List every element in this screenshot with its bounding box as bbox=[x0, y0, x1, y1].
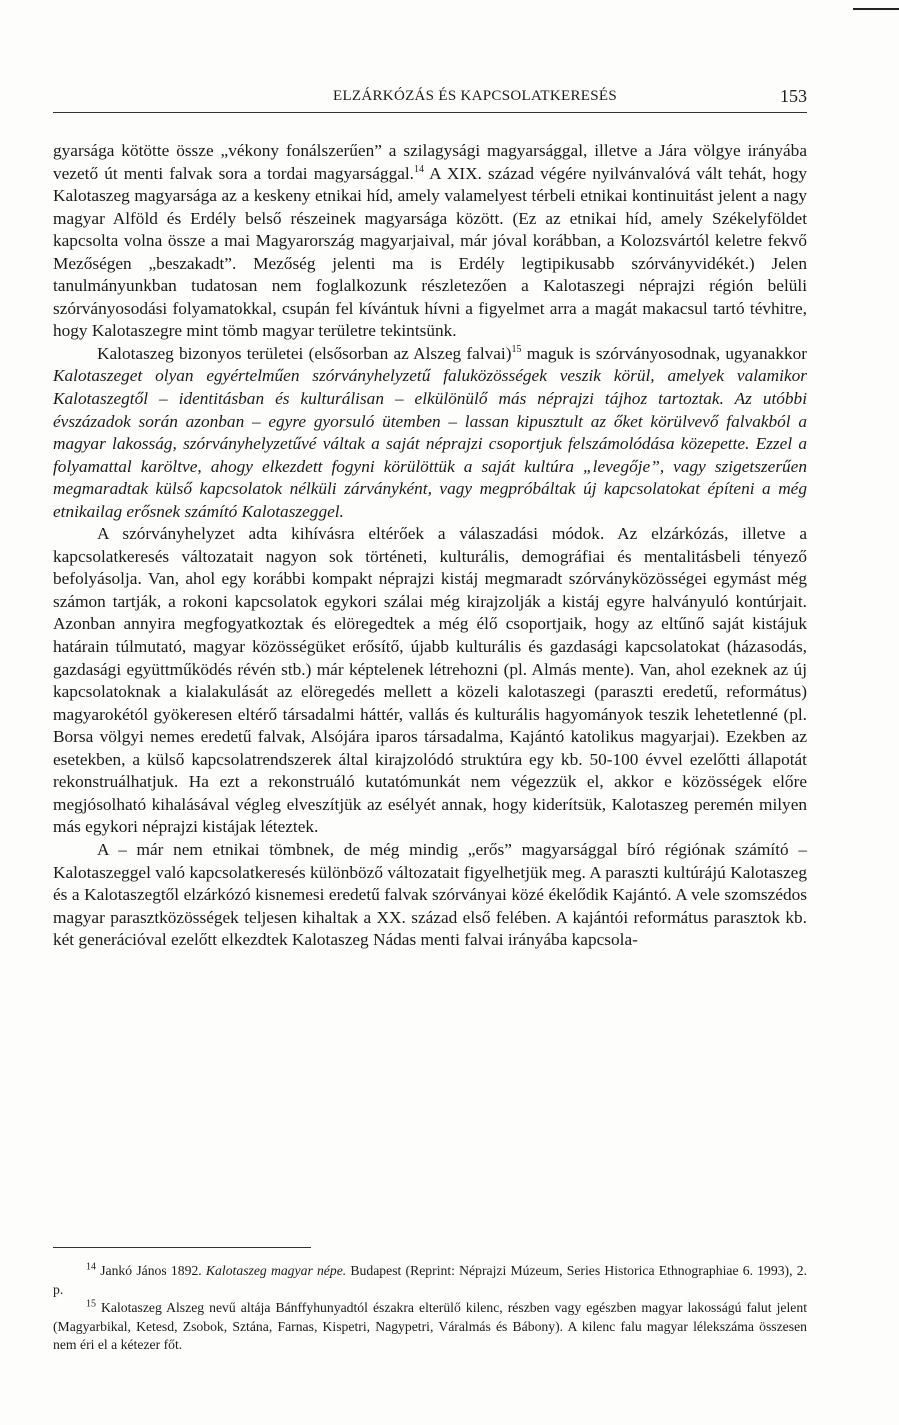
text-run: A – már nem etnikai tömbnek, de még mindig „erős” magyarsággal bíró régiónak számító – Kalotaszeggel való kapcsolatkeresés különböző változatait figyelhetjük meg. A paraszti kultúrájú Kalotaszeg és a Kalotaszegtől elzárkózó kisnemesi eredetű falvak szórványai közé ékelődik Kajántó. A vele szomszédos magyar parasztközösségek teljesen kihaltak a XX. század első felében. A kajántói református parasztok kb. két generációval ezelőtt elkezdtek Kalotaszeg Nádas menti falvai irányába kapcsola- bbox=[53, 839, 807, 950]
running-title: ELZÁRKÓZÁS ÉS KAPCSOLATKERESÉS bbox=[332, 88, 618, 104]
footnote-14 bbox=[53, 1262, 807, 1299]
footnote-ref: 15 bbox=[511, 344, 522, 356]
italic-text: Kalotaszeget olyan egyértelműen szórványhelyzetű faluközösségek veszik körül, amelyek valamikor Kalotaszegtől – identitásban és kulturálisan – elkülönülő más néprajzi tájhoz tartoztak. Az utóbbi évszázadok során azonban – egyre gyorsuló ütemben – lassan kipusztult az őket körülvevő falvakból a magyar lakosság, szórványhelyzetűvé váltak a saját néprajzi csoportjuk felszámolódása közepette. Ezzel a folyamattal karöltve, ahogy elkezdett fogyni körülöttük a saját kultúra „levegője”, vagy szigetszerűen megmaradtak külső kapcsolatok nélküli zárványként, vagy megpróbáltak új kapcsolatokat építeni a még etnikailag erősnek számító Kalotaszeggel. bbox=[53, 366, 807, 521]
footnote-ref: 15 bbox=[86, 1298, 96, 1310]
italic-text: Kalotaszeg magyar népe. bbox=[205, 1263, 347, 1278]
footnote-ref: 14 bbox=[86, 1261, 96, 1273]
text-run: Kalotaszeg bizonyos területei (elsősorban az Alszeg falvai) bbox=[97, 343, 512, 363]
paragraph-3 bbox=[53, 523, 807, 839]
text-run: Jankó János 1892. bbox=[96, 1263, 206, 1278]
text-run: Kalotaszeg Alszeg nevű altája Bánffyhunyadtól északra elterülő kilenc, részben vagy egészben magyar lakosságú falut jelent (Magyarbikal, Ketesd, Zsobok, Sztána, Farnas, Kispetri, Nagypetri, Váralmás és Bábony). A kilenc falu magyar lélekszáma összesen nem éri el a kétezer főt. bbox=[53, 1300, 807, 1353]
corner-mark bbox=[853, 8, 899, 10]
paragraph-4 bbox=[53, 839, 807, 952]
text-run: A szórványhelyzet adta kihívásra eltérőek a válaszadási módok. Az elzárkózás, illetve a kapcsolatkeresés változatait nagyon sok történeti, kulturális, demográfiai és mentalitásbeli tényező befolyásolja. Van, ahol egy korábbi kompakt néprajzi kistáj megmaradt szórványközösségei egymást még számon tartják, a rokoni kapcsolatok egykori szálai még kirajzolják a kistáj egyre halványuló kontúrjait. Azonban annyira megfogyatkoztak és elöregedtek a még élő csoportjaik, hogy az eltűnő saját kistájuk határain túlmutató, magyar közösségüket erősítő, újabb kulturális és gazdasági kapcsolatokat (házasodás, gazdasági együttműködés révén stb.) már képtelenek létrehozni (pl. Almás mente). Van, ahol ezeknek az új kapcsolatoknak a kialakulását az elöregedés mellett a közeli kalotaszegi (paraszti eredetű, református) magyarokétól gyökeresen eltérő társadalmi háttér, vallás és kulturális hagyományok teszik lehetetlenné (pl. Borsa völgyi nemes eredetű falvak, Alsójára iparos társadalma, Kajántó katolikus magyarjai). Ezekben az esetekben, a külső kapcsolatrendszerek által kirajzolódó struktúra egy kb. 50-100 évvel ezelőtti állapotát rekonstruálhatjuk. Ha ezt a rekonstruáló kutatómunkát nem végezzük el, akkor e közösségek előre megjósolható kihalásával végleg elveszítjük az esélyét annak, hogy kiderítsük, Kalotaszeg peremén milyen más egykori néprajzi kistájak léteztek. bbox=[53, 524, 807, 837]
page-number: 153 bbox=[780, 86, 807, 106]
main-text bbox=[53, 140, 807, 952]
text-run: A XIX. század végére nyilvánvalóvá vált tehát, hogy Kalotaszeg magyarsága az a keskeny etnikai híd, amely valamelyest térbeli etnikai kontinuitást jelent a nagy magyar Alföld és Erdély belső részeinek magyarsága között. (Ez az etnikai híd, amely Székelyföldet kapcsolta volna össze a mai Magyarország magyarjaival, már jóval korábban, a Kolozsvártól keletre fekvő Mezőségen „beszakadt”. Mezőség jelenti ma is Erdély legtipikusabb szórványvidékét.) Jelen tanulmányunkban tudatosan nem foglalkozunk részletezően a Kalotaszegi néprajzi régión belüli szórványosodási folyamatokkal, csupán fel kívántuk hívni a figyelmet arra a magát makacsul tartó tévhitre, hogy Kalotaszegre mint tömb magyar területre tekintsünk. bbox=[53, 163, 807, 341]
footnote-ref: 14 bbox=[414, 163, 425, 175]
footnote-separator bbox=[53, 1247, 311, 1248]
text-run: gyarsága kötötte össze „vékony fonálszerűen” a szilagysági magyarsággal, illetve a Jára völgye irányába vezető út menti falvak sora a tordai magyarsággal. bbox=[53, 141, 807, 183]
footnote-15 bbox=[53, 1299, 807, 1355]
text-run: maguk is szórványosodnak, ugyanakkor bbox=[521, 343, 807, 363]
running-header bbox=[53, 86, 807, 113]
footnotes bbox=[53, 1262, 807, 1355]
paragraph-2 bbox=[53, 343, 807, 523]
paragraph-1 bbox=[53, 140, 807, 343]
text-run: Budapest (Reprint: Néprajzi Múzeum, Series Historica Ethnographiae 6. 1993), 2. p. bbox=[53, 1263, 807, 1297]
